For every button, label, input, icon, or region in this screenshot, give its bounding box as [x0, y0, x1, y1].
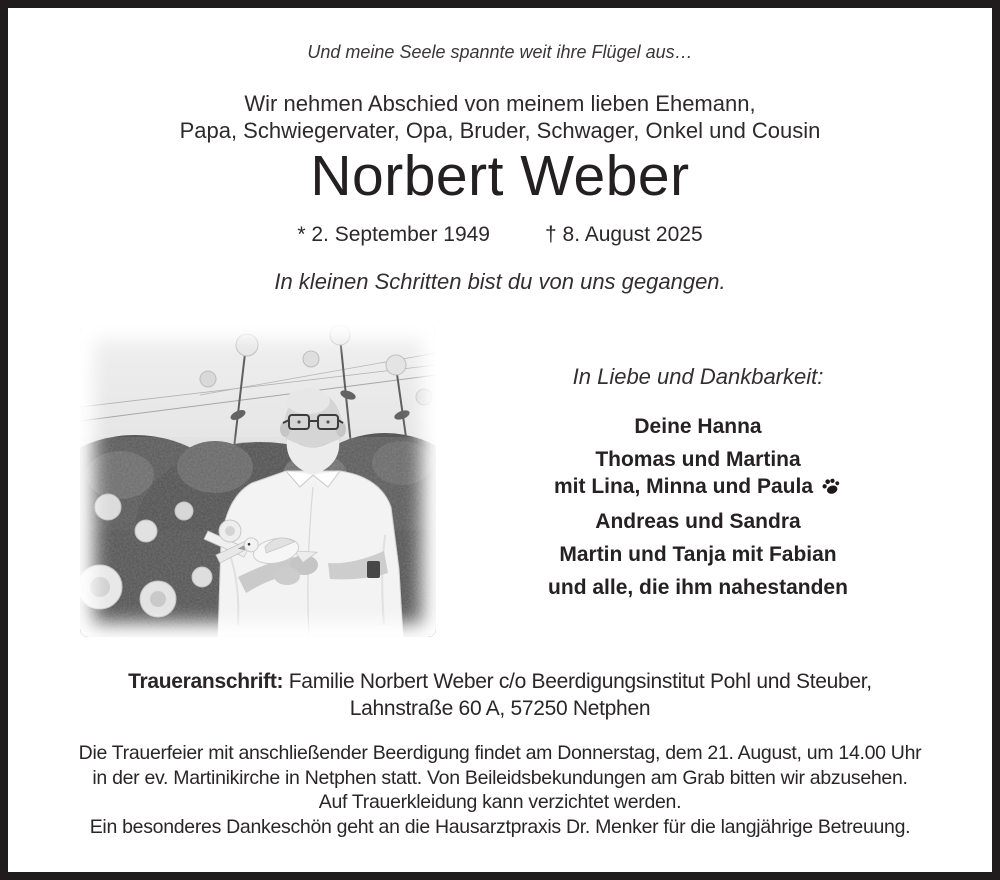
mourner-line [480, 476, 916, 498]
deceased-name: Norbert Weber [310, 144, 690, 208]
farewell-quote: In kleinen Schritten bist du von uns gegangen. [274, 269, 726, 294]
funeral-line-1: Die Trauerfeier mit anschließender Beerdigung findet am Donnerstag, dem 21. August, um 14.00 Uhr [78, 742, 922, 764]
paw-icon [820, 476, 842, 496]
condolence-heading: In Liebe und Dankbarkeit: [572, 364, 824, 389]
memorial-photo [80, 325, 436, 637]
mourner-text: mit Lina, Minna und Paula [553, 475, 813, 498]
intro-text [8, 90, 992, 144]
funeral-information [8, 741, 992, 839]
condolence-block [480, 364, 916, 599]
mourner-line: Martin und Tanja mit Fabian [559, 543, 837, 566]
address-line-2: Lahnstraße 60 A, 57250 Netphen [349, 697, 651, 720]
mourner-line: und alle, die ihm nahestanden [548, 576, 848, 599]
address-text: Familie Norbert Weber c/o Beerdigungsinstitut Pohl und Steuber, [283, 670, 872, 693]
funeral-line-2: in der ev. Martinikirche in Netphen statt. Von Beileidsbekundungen am Grab bitten wir abzusehen. [92, 766, 908, 789]
mourner-line: Thomas und Martina [595, 448, 801, 471]
opening-quote: Und meine Seele spannte weit ihre Flügel aus… [307, 42, 693, 62]
mourner-line: Andreas und Sandra [595, 510, 801, 533]
intro-line-1: Wir nehmen Abschied von meinem lieben Ehemann, [244, 91, 756, 116]
death-date: † 8. August 2025 [545, 223, 703, 246]
intro-line-2: Papa, Schwiegervater, Opa, Bruder, Schwager, Onkel und Cousin [179, 118, 821, 143]
birth-date: * 2. September 1949 [297, 223, 490, 246]
photo-illustration [80, 325, 436, 637]
funeral-line-3: Auf Trauerkleidung kann verzichtet werden. [318, 791, 682, 813]
address-label: Traueranschrift: [128, 670, 284, 693]
address-line-1 [8, 668, 992, 695]
mourner-line: Deine Hanna [634, 415, 762, 438]
mourning-address [8, 668, 992, 722]
funeral-line-4: Ein besonderes Dankeschön geht an die Hausarztpraxis Dr. Menker für die langjährige Betreuung. [89, 815, 911, 838]
life-dates [8, 223, 992, 247]
